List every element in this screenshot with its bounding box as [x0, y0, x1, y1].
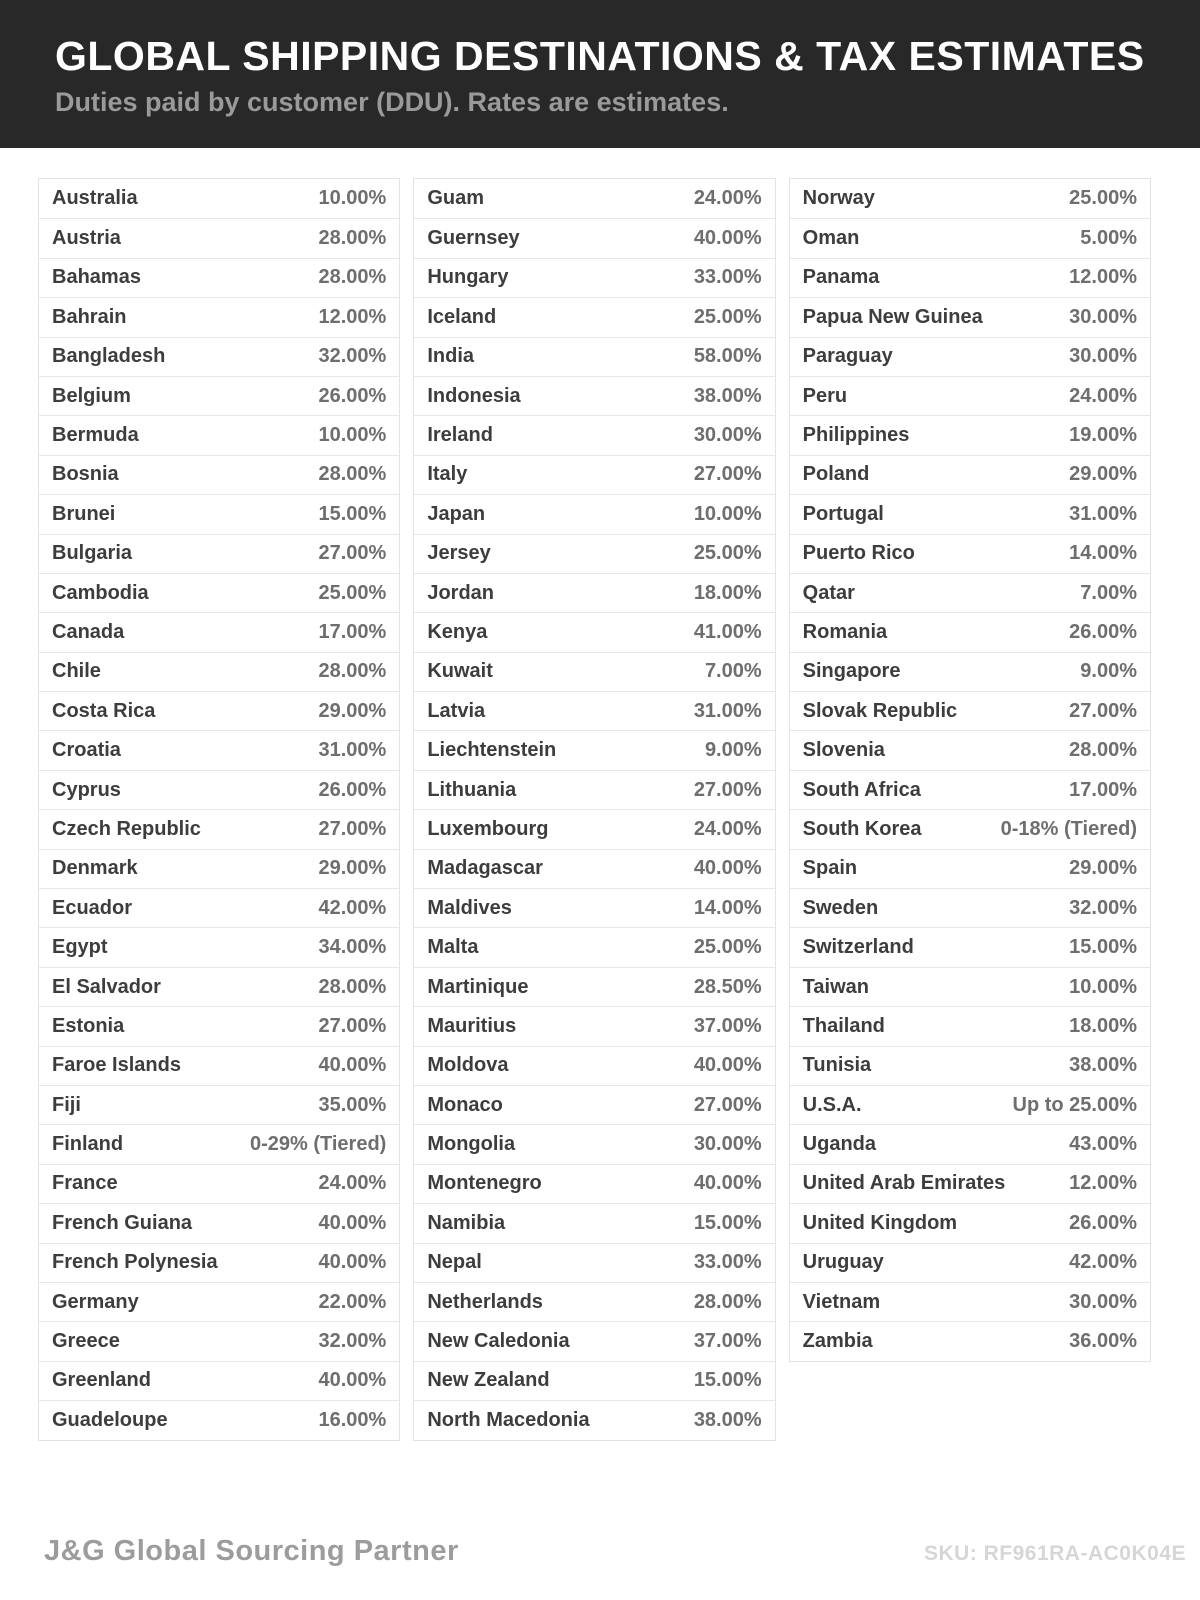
table-row: [790, 1046, 1150, 1085]
table-row: [39, 1203, 399, 1242]
tax-rate-value: 30.00%: [1069, 345, 1137, 368]
country-name: Australia: [52, 187, 138, 210]
country-name: Luxembourg: [427, 817, 549, 840]
tax-rate-value: 29.00%: [318, 857, 387, 880]
country-name: Germany: [52, 1290, 139, 1313]
tax-rate-value: 27.00%: [693, 778, 762, 801]
tax-rate-value: 32.00%: [318, 1330, 387, 1353]
country-name: Bulgaria: [52, 542, 133, 565]
tax-rate-value: 24.00%: [1069, 384, 1137, 407]
tax-rate-value: 17.00%: [318, 620, 387, 643]
country-name: U.S.A.: [802, 1093, 862, 1116]
table-row: [39, 415, 399, 454]
country-name: Japan: [427, 502, 486, 525]
tax-rate-value: 24.00%: [693, 187, 762, 210]
table-row: [39, 1164, 399, 1203]
country-name: South Korea: [802, 817, 922, 840]
tax-rate-value: 29.00%: [318, 699, 387, 722]
tax-rate-value: 26.00%: [1069, 1211, 1137, 1234]
table-row: [414, 730, 774, 769]
country-name: Denmark: [52, 857, 138, 880]
tax-rate-value: 29.00%: [1069, 463, 1137, 486]
country-name: Croatia: [52, 739, 121, 762]
table-row: [414, 1243, 774, 1282]
country-name: Mauritius: [427, 1014, 517, 1037]
tax-rate-value: 24.00%: [693, 817, 762, 840]
country-name: United Kingdom: [802, 1211, 958, 1234]
table-row: [790, 809, 1150, 848]
tax-rate-value: 0-29% (Tiered): [249, 1133, 387, 1156]
table-row: [39, 849, 399, 888]
table-row: [414, 258, 774, 297]
tax-rate-value: 7.00%: [704, 660, 762, 683]
tax-rate-value: 7.00%: [1080, 581, 1137, 604]
table-row: [790, 967, 1150, 1006]
tax-rate-value: 30.00%: [1069, 305, 1137, 328]
country-name: Ireland: [427, 424, 493, 447]
table-row: [39, 927, 399, 966]
table-row: [414, 218, 774, 257]
table-row: [39, 1400, 399, 1439]
tax-rate-value: 30.00%: [1069, 1290, 1137, 1313]
tax-rate-value: 31.00%: [693, 699, 762, 722]
country-name: Italy: [427, 463, 468, 486]
tax-rate-value: 15.00%: [693, 1211, 762, 1234]
country-name: Belgium: [52, 384, 131, 407]
table-row: [790, 376, 1150, 415]
table-row: [414, 179, 774, 218]
tax-rate-value: 38.00%: [693, 1408, 762, 1431]
tax-rate-value: 18.00%: [1069, 1014, 1137, 1037]
country-name: Moldova: [427, 1054, 509, 1077]
country-name: Peru: [802, 384, 848, 407]
table-row: [414, 927, 774, 966]
tax-rate-value: 40.00%: [693, 1054, 762, 1077]
country-name: Czech Republic: [52, 817, 201, 840]
country-name: Latvia: [427, 699, 486, 722]
country-name: Uganda: [802, 1133, 876, 1156]
table-row: [414, 1164, 774, 1203]
table-row: [414, 534, 774, 573]
tax-rate-value: 31.00%: [1069, 502, 1137, 525]
tax-rate-value: Up to 25.00%: [1012, 1093, 1137, 1116]
table-row: [790, 1085, 1150, 1124]
tax-rate-value: 25.00%: [318, 581, 387, 604]
table-row: [790, 258, 1150, 297]
table-row: [39, 337, 399, 376]
tax-rate-value: 40.00%: [693, 857, 762, 880]
table-column-1: [38, 178, 400, 1441]
table-row: [414, 1203, 774, 1242]
table-row: [414, 888, 774, 927]
table-row: [414, 1006, 774, 1045]
page-title: GLOBAL SHIPPING DESTINATIONS & TAX ESTIMATES: [55, 33, 1145, 79]
country-name: Ecuador: [52, 896, 133, 919]
tax-rate-value: 22.00%: [318, 1290, 387, 1313]
tax-rate-value: 27.00%: [318, 542, 387, 565]
table-row: [39, 888, 399, 927]
tax-rate-value: 24.00%: [318, 1172, 387, 1195]
tax-rate-value: 9.00%: [1080, 660, 1137, 683]
tax-rate-value: 28.00%: [1069, 739, 1137, 762]
table-row: [790, 1282, 1150, 1321]
country-name: Bosnia: [52, 463, 119, 486]
tax-rate-value: 42.00%: [318, 896, 387, 919]
country-name: Costa Rica: [52, 699, 156, 722]
tax-rate-value: 5.00%: [1080, 227, 1137, 250]
tax-rate-value: 40.00%: [693, 1172, 762, 1195]
table-row: [39, 770, 399, 809]
table-row: [39, 809, 399, 848]
tax-rate-value: 27.00%: [693, 463, 762, 486]
country-name: Monaco: [427, 1093, 503, 1116]
tax-rate-value: 34.00%: [318, 936, 387, 959]
tax-rate-value: 41.00%: [693, 620, 762, 643]
country-name: Chile: [52, 660, 101, 683]
table-row: [39, 1361, 399, 1400]
country-name: Bermuda: [52, 424, 139, 447]
country-name: Lithuania: [427, 778, 517, 801]
tax-rate-value: 15.00%: [693, 1369, 762, 1392]
country-name: Poland: [802, 463, 870, 486]
country-name: Greenland: [52, 1369, 151, 1392]
tax-rate-value: 42.00%: [1069, 1251, 1137, 1274]
table-row: [39, 1282, 399, 1321]
tax-rate-value: 25.00%: [693, 542, 762, 565]
tax-rate-value: 19.00%: [1069, 424, 1137, 447]
table-row: [39, 455, 399, 494]
tax-rate-value: 28.00%: [318, 227, 387, 250]
tax-rate-value: 14.00%: [693, 896, 762, 919]
country-name: Singapore: [802, 660, 901, 683]
tax-rate-value: 58.00%: [693, 345, 762, 368]
table-row: [414, 376, 774, 415]
country-name: Tunisia: [802, 1054, 872, 1077]
tax-rate-value: 15.00%: [318, 502, 387, 525]
tax-rate-value: 10.00%: [318, 424, 387, 447]
country-name: Bangladesh: [52, 345, 166, 368]
tax-rate-value: 0-18% (Tiered): [1000, 817, 1137, 840]
tax-rate-value: 28.00%: [318, 266, 387, 289]
country-name: Puerto Rico: [802, 542, 915, 565]
country-name: India: [427, 345, 474, 368]
shipping-rates-table: [38, 178, 1151, 1441]
table-row: [414, 494, 774, 533]
tax-rate-value: 26.00%: [318, 778, 387, 801]
country-name: Romania: [802, 620, 888, 643]
tax-rate-value: 37.00%: [693, 1330, 762, 1353]
footer: [44, 1535, 1186, 1568]
table-row: [790, 455, 1150, 494]
tax-rate-value: 12.00%: [1069, 1172, 1137, 1195]
country-name: El Salvador: [52, 975, 161, 998]
tax-rate-value: 10.00%: [693, 502, 762, 525]
tax-rate-value: 35.00%: [318, 1093, 387, 1116]
table-row: [790, 415, 1150, 454]
country-name: Martinique: [427, 975, 529, 998]
tax-rate-value: 40.00%: [318, 1211, 387, 1234]
country-name: North Macedonia: [427, 1408, 590, 1431]
table-row: [414, 337, 774, 376]
country-name: Kenya: [427, 620, 488, 643]
country-name: United Arab Emirates: [802, 1172, 1006, 1195]
country-name: Bahrain: [52, 305, 127, 328]
table-row: [414, 809, 774, 848]
tax-rate-value: 10.00%: [318, 187, 387, 210]
country-name: Bahamas: [52, 266, 141, 289]
country-name: Maldives: [427, 896, 512, 919]
tax-rate-value: 28.50%: [693, 975, 762, 998]
table-row: [39, 1124, 399, 1163]
tax-rate-value: 33.00%: [693, 266, 762, 289]
country-name: Taiwan: [802, 975, 869, 998]
table-row: [39, 573, 399, 612]
country-name: Namibia: [427, 1211, 506, 1234]
country-name: Uruguay: [802, 1251, 884, 1274]
country-name: Montenegro: [427, 1172, 542, 1195]
country-name: Faroe Islands: [52, 1054, 181, 1077]
country-name: Cambodia: [52, 581, 149, 604]
country-name: Liechtenstein: [427, 739, 557, 762]
table-row: [414, 1400, 774, 1439]
table-row: [790, 730, 1150, 769]
table-row: [414, 297, 774, 336]
table-row: [790, 337, 1150, 376]
country-name: Cyprus: [52, 778, 121, 801]
country-name: New Caledonia: [427, 1330, 570, 1353]
table-row: [790, 534, 1150, 573]
tax-rate-value: 27.00%: [318, 1014, 387, 1037]
country-name: Portugal: [802, 502, 884, 525]
country-name: Panama: [802, 266, 880, 289]
country-name: Canada: [52, 620, 125, 643]
table-row: [39, 1046, 399, 1085]
table-row: [414, 415, 774, 454]
tax-rate-value: 38.00%: [693, 384, 762, 407]
tax-rate-value: 29.00%: [1069, 857, 1137, 880]
country-name: Malta: [427, 936, 479, 959]
country-name: Paraguay: [802, 345, 893, 368]
country-name: Switzerland: [802, 936, 914, 959]
table-row: [790, 297, 1150, 336]
tax-rate-value: 28.00%: [318, 463, 387, 486]
tax-rate-value: 36.00%: [1069, 1330, 1137, 1353]
tax-rate-value: 18.00%: [693, 581, 762, 604]
country-name: Slovenia: [802, 739, 885, 762]
table-row: [39, 1243, 399, 1282]
tax-rate-value: 28.00%: [318, 975, 387, 998]
country-name: Fiji: [52, 1093, 81, 1116]
country-name: Slovak Republic: [802, 699, 958, 722]
country-name: Philippines: [802, 424, 910, 447]
table-row: [790, 494, 1150, 533]
country-name: Norway: [802, 187, 875, 210]
table-row: [39, 297, 399, 336]
table-row: [790, 573, 1150, 612]
tax-rate-value: 16.00%: [318, 1408, 387, 1431]
table-row: [39, 612, 399, 651]
tax-rate-value: 32.00%: [318, 345, 387, 368]
table-row: [414, 1361, 774, 1400]
table-row: [790, 612, 1150, 651]
country-name: Mongolia: [427, 1133, 516, 1156]
country-name: Qatar: [802, 581, 855, 604]
tax-rate-value: 30.00%: [693, 424, 762, 447]
country-name: Guam: [427, 187, 485, 210]
country-name: South Africa: [802, 778, 921, 801]
tax-rate-value: 40.00%: [318, 1369, 387, 1392]
country-name: Hungary: [427, 266, 509, 289]
country-name: Greece: [52, 1330, 120, 1353]
table-row: [790, 1243, 1150, 1282]
table-row: [790, 770, 1150, 809]
table-row: [790, 1124, 1150, 1163]
country-name: Guernsey: [427, 227, 520, 250]
table-row: [790, 849, 1150, 888]
table-row: [414, 652, 774, 691]
table-row: [790, 927, 1150, 966]
table-row: [790, 1164, 1150, 1203]
country-name: Egypt: [52, 936, 108, 959]
table-row: [790, 1006, 1150, 1045]
tax-rate-value: 17.00%: [1069, 778, 1137, 801]
country-name: French Polynesia: [52, 1251, 218, 1274]
country-name: Austria: [52, 227, 121, 250]
table-row: [414, 1321, 774, 1360]
tax-rate-value: 26.00%: [318, 384, 387, 407]
country-name: Estonia: [52, 1014, 125, 1037]
tax-rate-value: 33.00%: [693, 1251, 762, 1274]
tax-rate-value: 38.00%: [1069, 1054, 1137, 1077]
country-name: Zambia: [802, 1330, 873, 1353]
table-row: [414, 1124, 774, 1163]
tax-rate-value: 31.00%: [318, 739, 387, 762]
table-row: [414, 612, 774, 651]
country-name: Kuwait: [427, 660, 493, 683]
country-name: Sweden: [802, 896, 879, 919]
table-row: [39, 179, 399, 218]
table-row: [790, 691, 1150, 730]
table-row: [39, 218, 399, 257]
tax-rate-value: 43.00%: [1069, 1133, 1137, 1156]
country-name: Oman: [802, 227, 860, 250]
table-row: [790, 1321, 1150, 1360]
table-row: [790, 888, 1150, 927]
tax-rate-value: 26.00%: [1069, 620, 1137, 643]
header-banner: [0, 0, 1200, 148]
table-row: [39, 494, 399, 533]
table-row: [790, 218, 1150, 257]
country-name: Thailand: [802, 1014, 885, 1037]
tax-rate-value: 40.00%: [318, 1251, 387, 1274]
tax-rate-value: 14.00%: [1069, 542, 1137, 565]
table-row: [39, 1321, 399, 1360]
tax-rate-value: 32.00%: [1069, 896, 1137, 919]
country-name: Nepal: [427, 1251, 482, 1274]
tax-rate-value: 25.00%: [1069, 187, 1137, 210]
table-row: [414, 770, 774, 809]
tax-rate-value: 12.00%: [1069, 266, 1137, 289]
table-row: [414, 1085, 774, 1124]
tax-rate-value: 27.00%: [318, 817, 387, 840]
country-name: Finland: [52, 1133, 124, 1156]
tax-rate-value: 28.00%: [318, 660, 387, 683]
table-row: [414, 573, 774, 612]
tax-rate-value: 10.00%: [1069, 975, 1137, 998]
tax-rate-value: 37.00%: [693, 1014, 762, 1037]
tax-rate-value: 25.00%: [693, 305, 762, 328]
table-row: [790, 1203, 1150, 1242]
tax-rate-value: 9.00%: [704, 739, 762, 762]
country-name: Iceland: [427, 305, 497, 328]
table-row: [414, 849, 774, 888]
country-name: Jordan: [427, 581, 495, 604]
table-row: [414, 455, 774, 494]
table-row: [790, 179, 1150, 218]
table-row: [790, 652, 1150, 691]
country-name: Guadeloupe: [52, 1408, 168, 1431]
tax-rate-value: 27.00%: [1069, 699, 1137, 722]
brand-name: J&G Global Sourcing Partner: [44, 1535, 459, 1567]
tax-rate-value: 40.00%: [318, 1054, 387, 1077]
table-row: [39, 376, 399, 415]
tax-rate-value: 27.00%: [693, 1093, 762, 1116]
page-subtitle: Duties paid by customer (DDU). Rates are estimates.: [55, 87, 729, 117]
table-row: [414, 1046, 774, 1085]
tax-rate-value: 40.00%: [693, 227, 762, 250]
tax-rate-value: 28.00%: [693, 1290, 762, 1313]
country-name: France: [52, 1172, 118, 1195]
country-name: French Guiana: [52, 1211, 193, 1234]
country-name: New Zealand: [427, 1369, 550, 1392]
table-row: [39, 1006, 399, 1045]
table-row: [414, 967, 774, 1006]
table-row: [39, 1085, 399, 1124]
table-column-2: [413, 178, 775, 1441]
country-name: Netherlands: [427, 1290, 543, 1313]
tax-rate-value: 25.00%: [693, 936, 762, 959]
country-name: Madagascar: [427, 857, 543, 880]
country-name: Brunei: [52, 502, 116, 525]
table-row: [39, 534, 399, 573]
country-name: Spain: [802, 857, 858, 880]
sku-label: SKU: RF961RA-AC0K04E: [923, 1542, 1186, 1565]
table-row: [39, 730, 399, 769]
table-row: [414, 1282, 774, 1321]
tax-rate-value: 12.00%: [318, 305, 387, 328]
country-name: Vietnam: [802, 1290, 881, 1313]
table-row: [39, 652, 399, 691]
table-row: [39, 967, 399, 1006]
tax-rate-value: 15.00%: [1069, 936, 1137, 959]
table-column-3: [789, 178, 1151, 1362]
table-row: [414, 691, 774, 730]
country-name: Jersey: [427, 542, 491, 565]
country-name: Papua New Guinea: [802, 305, 983, 328]
country-name: Indonesia: [427, 384, 521, 407]
table-row: [39, 258, 399, 297]
table-row: [39, 691, 399, 730]
tax-rate-value: 30.00%: [693, 1133, 762, 1156]
